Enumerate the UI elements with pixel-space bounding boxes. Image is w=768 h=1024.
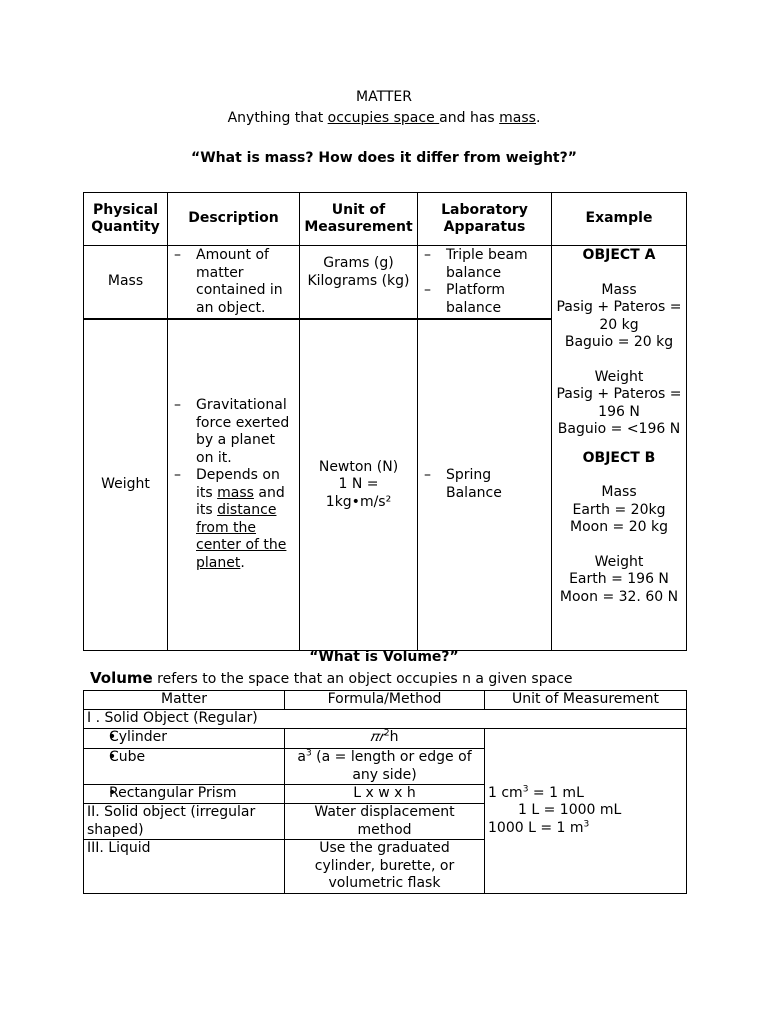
- matter-cube: [84, 749, 285, 785]
- header-apparatus: Laboratory Apparatus: [418, 193, 552, 246]
- weight-unit: [300, 319, 418, 650]
- page-title: MATTER: [356, 89, 412, 105]
- depends-text: Depends on its: [196, 467, 280, 501]
- formula-exp-3: 3: [305, 748, 312, 759]
- formula-exp-2: 2: [383, 728, 390, 739]
- depends-mass: mass: [217, 484, 254, 501]
- unit-liter: 1 L = 1000 mL: [518, 802, 622, 818]
- weight-quantity: Weight: [84, 319, 168, 650]
- formula-prism: L x w x h: [285, 785, 485, 804]
- object-b-weight-label: Weight: [594, 553, 644, 570]
- header-physical-quantity: Physical Quantity: [84, 193, 168, 246]
- formula-liquid: Use the graduated cylinder, burette, or volumetric flask: [285, 840, 485, 894]
- table-header-row: [84, 193, 687, 246]
- matter-cylinder: [84, 729, 285, 749]
- mass-row: [84, 246, 687, 320]
- matter-solid-irregular: II. Solid object (irregular shaped): [84, 804, 285, 840]
- object-a-label: OBJECT A: [582, 247, 656, 263]
- unit-cm3-text: 1 cm: [488, 784, 523, 801]
- definition-period: .: [535, 110, 541, 126]
- unit-m3-text: 1000 L = 1 m: [488, 819, 584, 836]
- mass-weight-question: “What is mass? How does it differ from weight?”: [191, 150, 577, 166]
- object-a-weight-label: Weight: [594, 368, 644, 385]
- cylinder-label: Cylinder: [109, 729, 167, 745]
- object-b-mass-earth: Earth = 20kg: [572, 501, 666, 518]
- unit-cm3: [488, 785, 683, 803]
- mass-weight-table: [83, 192, 687, 651]
- unit-cm3-exp: 3: [522, 783, 529, 794]
- matter-prism: [84, 785, 285, 804]
- unit-m3-exp: 3: [583, 818, 590, 829]
- table-row: [84, 729, 687, 749]
- volume-question: “What is Volume?”: [309, 649, 459, 665]
- apparatus-triple-beam: – Triple beam balance: [422, 247, 547, 282]
- object-a-weight-pasig: Pasig + Pateros = 196 N: [556, 386, 682, 420]
- object-a-mass-label: Mass: [601, 281, 637, 298]
- formula-cylinder: [285, 729, 485, 749]
- cube-label: Cube: [109, 749, 146, 765]
- object-b-mass-label: Mass: [601, 484, 637, 500]
- example-cell: [552, 246, 687, 651]
- weight-unit-newton: Newton (N): [318, 458, 399, 475]
- unit-m3: [488, 820, 683, 838]
- depends-distance: distance from the center of the planet: [196, 502, 287, 571]
- header-example: Example: [552, 193, 687, 246]
- weight-description-depends: [172, 467, 295, 572]
- unit-cm3-ml: = 1 mL: [528, 784, 584, 801]
- volume-definition: [90, 669, 573, 687]
- apparatus-spring-balance: – Spring Balance: [422, 467, 547, 502]
- object-b-weight-earth: Earth = 196 N: [569, 571, 669, 587]
- mass-apparatus: [418, 246, 552, 320]
- formula-cube-desc: (a = length or edge of any side): [311, 749, 472, 783]
- weight-description: [168, 319, 300, 650]
- header-description: Description: [168, 193, 300, 246]
- section-regular-row: [84, 710, 687, 729]
- weight-apparatus: [418, 319, 552, 650]
- formula-cube: [285, 749, 485, 785]
- header-matter: Matter: [84, 691, 285, 710]
- header-unit: Unit of Measurement: [300, 193, 418, 246]
- volume-term: Volume: [90, 669, 153, 687]
- formula-pi-r: 𝜋𝑟: [370, 729, 384, 745]
- depends-period: .: [240, 554, 245, 571]
- object-a-mass-baguio: Baguio = 20 kg: [564, 334, 674, 350]
- formula-h: h: [389, 729, 399, 745]
- depends-and: and its: [196, 484, 285, 519]
- object-b-weight-moon: Moon = 32. 60 N: [559, 588, 679, 605]
- matter-liquid: III. Liquid: [84, 840, 285, 894]
- weight-description-gravitational: – Gravitational force exerted by a planet on it.: [172, 397, 295, 467]
- matter-definition: [0, 110, 768, 126]
- object-b-mass-moon: Moon = 20 kg: [570, 519, 668, 535]
- volume-table: [83, 690, 687, 894]
- header-volume-unit: Unit of Measurement: [485, 691, 687, 710]
- definition-text-middle: and has: [439, 110, 500, 126]
- formula-a: a: [297, 749, 306, 765]
- object-a-mass-pasig: Pasig + Pateros = 20 kg: [556, 299, 682, 333]
- object-b-label: OBJECT B: [582, 449, 656, 466]
- mass-description-item: – Amount of matter contained in an object.: [172, 247, 295, 317]
- object-a-weight-baguio: Baguio = <196 N: [557, 421, 681, 437]
- mass-unit: Grams (g) Kilograms (kg): [300, 246, 418, 320]
- section-solid-regular: I . Solid Object (Regular): [84, 710, 687, 729]
- header-formula: Formula/Method: [285, 691, 485, 710]
- weight-unit-definition: 1 N =: [338, 476, 379, 492]
- prism-label: Rectangular Prism: [109, 785, 237, 801]
- mass-description: [168, 246, 300, 320]
- volume-definition-text: refers to the space that an object occupies n a given space: [152, 671, 573, 687]
- unit-conversions: [485, 729, 687, 894]
- definition-underlined-mass: mass: [499, 110, 536, 126]
- weight-unit-si: 1kg•m/s²: [325, 493, 392, 510]
- definition-underlined-occupies: occupies space: [327, 110, 440, 126]
- formula-displacement: Water displacement method: [285, 804, 485, 840]
- volume-header-row: [84, 691, 687, 710]
- apparatus-platform: – Platform balance: [422, 282, 547, 317]
- definition-text: Anything that: [227, 110, 328, 126]
- mass-quantity: Mass: [84, 246, 168, 320]
